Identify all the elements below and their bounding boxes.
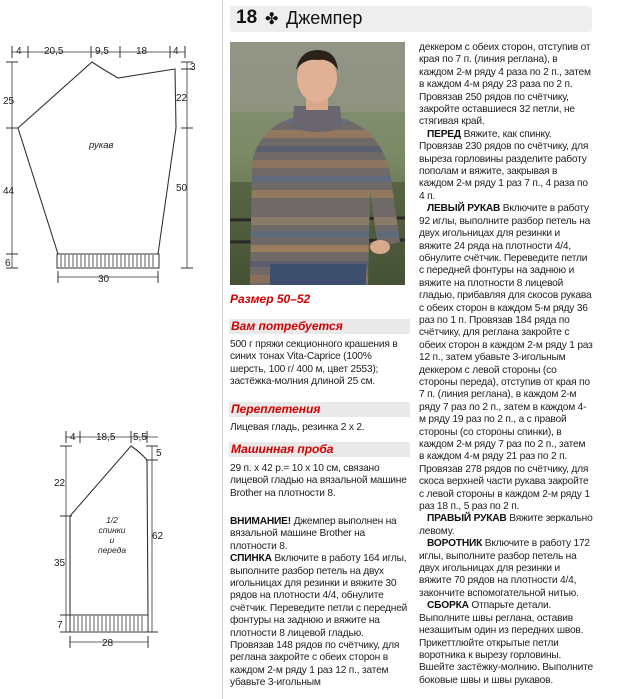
size-heading: Размер 50–52: [230, 292, 311, 306]
body-label: и: [109, 535, 115, 545]
collar-keyword: ВОРОТНИК: [427, 538, 483, 550]
sleeve-left-dim: 44: [3, 186, 15, 197]
right-sleeve-keyword: ПРАВЫЙ РУКАВ: [427, 513, 507, 525]
body-top-dim: 18,5: [96, 432, 116, 443]
body-top-dim: 5,5: [133, 432, 147, 443]
weave-heading: Переплетения: [231, 402, 321, 416]
body-left-dim: 22: [54, 478, 66, 489]
sleeve-right-dim: 22: [176, 93, 188, 104]
sleeve-top-dim: 4: [173, 46, 179, 57]
sleeve-bottom-dim: 30: [98, 274, 110, 285]
pattern-number: 18: [236, 7, 258, 28]
back-keyword: СПИНКА: [230, 553, 272, 565]
sleeve-right-dim: 50: [176, 183, 188, 194]
sleeve-top-dim: 4: [16, 46, 22, 57]
ornament-icon: ✤: [265, 11, 279, 28]
gauge-text: 29 п. х 42 р.= 10 х 10 см, связано лицевой гладью на вязальной машине Brother на плотности 8.: [230, 463, 407, 499]
sleeve-top-dim: 20,5: [44, 46, 64, 57]
left-sleeve-text: Включите в работу 92 иглы, выполните разбор петель на двух игольницах для резинки и вяжите 24 ряда на плотности 4/4, обнулите счётчик. Переведите петли с передней фонтуры на заднюю и вяжите на плотности 8 лицевой гладью, прибавляя для скосов рукава с обеих сторон в каждом 5-м ряду 36 раз по 1 п. Провязав 184 ряда по счётчику, для реглана закройте с обеих сторон в каждом 2-м ряду 1 раз 12 п., затем убавьте 3-игольным деккером с левой стороны (со стороны переда), отступив от края по 7 п. (линия реглана), в каждом 2-м ряду 7 раз по 2 п., затем в каждом 4-м ряду 19 раз по 2 п., а с правой стороны (со стороны спинки), в каждом 2-м ряду 7 раз по 2 п., затем в каждом 4-м ряду 21 раз по 2 п. Провязав 278 рядов по счётчику, для скоса верхней части рукава закройте с левой стороны в каждом 2-м ряду 1 раз 18 п., 5 раз по 2 п.: [419, 203, 593, 513]
body-right-dim: 62: [152, 531, 164, 542]
pattern-diagrams: [0, 0, 222, 699]
front-keyword: ПЕРЕД: [427, 128, 461, 140]
instructions-right: [419, 42, 593, 687]
body-left-dim: 7: [57, 620, 63, 631]
body-bottom-dim: 28: [102, 638, 114, 649]
sleeve-right-dim: 3: [190, 62, 196, 73]
sleeve-top-dim: 9,5: [95, 46, 109, 57]
attention-text: Джемпер выполнен на вязальной машине Brother на плотности 8.: [230, 516, 397, 552]
title-bar: [230, 6, 592, 32]
page-title: Джемпер: [286, 8, 363, 28]
sleeve-diagram: [6, 46, 193, 283]
model-photo: [230, 42, 405, 285]
right-sleeve-text: Вяжите зеркально левому.: [419, 513, 593, 537]
front-text: Вяжите, как спинку. Провязав 230 рядов по счётчику, для выреза горловины разделите работу пополам и вяжите, закрывая в каждом 2-м ряду 1 раз 7 п., 4 раза по 4 п.: [419, 128, 589, 202]
materials-heading: Вам потребуется: [231, 319, 343, 333]
weave-text: Лицевая гладь, резинка 2 х 2.: [230, 422, 365, 433]
body-left-dim: 35: [54, 558, 66, 569]
body-label: спинки: [98, 525, 126, 535]
instructions-left: [230, 516, 408, 690]
back-text: Включите в работу 164 иглы, выполните разбор петель на двух игольницах для резинки и вяжите 30 рядов на плотности 4/4, обнулите счётчик. Переведите петли с передней фонтуры на заднюю и вяжите на плотности 8 лицевой гладью. Провязав 148 рядов по счётчику, для реглана закройте с обеих сторон в каждом 2-м ряду 1 раз 12 п., затем убавьте 3-игольным: [230, 553, 408, 689]
body-top-dim: 4: [70, 432, 76, 443]
body-label: 1/2: [106, 515, 118, 525]
sleeve-label: рукав: [89, 140, 114, 151]
body-right-dim: 5: [156, 448, 162, 459]
sleeve-top-dim: 18: [136, 46, 148, 57]
body-label: переда: [97, 545, 127, 555]
gauge-heading: Машинная проба: [231, 442, 334, 456]
attention-keyword: ВНИМАНИЕ!: [230, 516, 291, 527]
assembly-keyword: СБОРКА: [427, 600, 469, 612]
collar-text: Включите в работу 172 иглы, выполните разбор петель на двух игольницах для резинки и вяжите 70 рядов на плотности 4/4, закончите вспомогательной нитью.: [419, 538, 590, 599]
back-continued: деккером с обеих сторон, отступив от края по 7 п. (линия реглана), в каждом 2-м ряду 4 раза по 2 п., затем в каждом 4-м ряду 23 раза по 2 п. Провязав 250 рядов по счётчику, закройте оставшиеся 32 петли, не стягивая край.: [419, 42, 591, 128]
sleeve-left-dim: 6: [5, 258, 11, 269]
sleeve-left-dim: 25: [3, 96, 15, 107]
materials-text: 500 г пряжи секционного крашения в синих тонах Vita-Caprice (100% шерсть, 100 г/ 400 м, цвет 2553); застёжка-молния длиной 25 см.: [230, 339, 398, 388]
column-divider: [222, 0, 223, 699]
left-sleeve-keyword: ЛЕВЫЙ РУКАВ: [427, 203, 501, 215]
assembly-text: Отпарьте детали. Выполните швы реглана, оставив незашитым один из передних швов. Прикеттлюйте открытые петли воротника к вырезу горловины. Вшейте застёжку-молнию. Выполните боковые швы и швы рукавов.: [419, 600, 593, 686]
